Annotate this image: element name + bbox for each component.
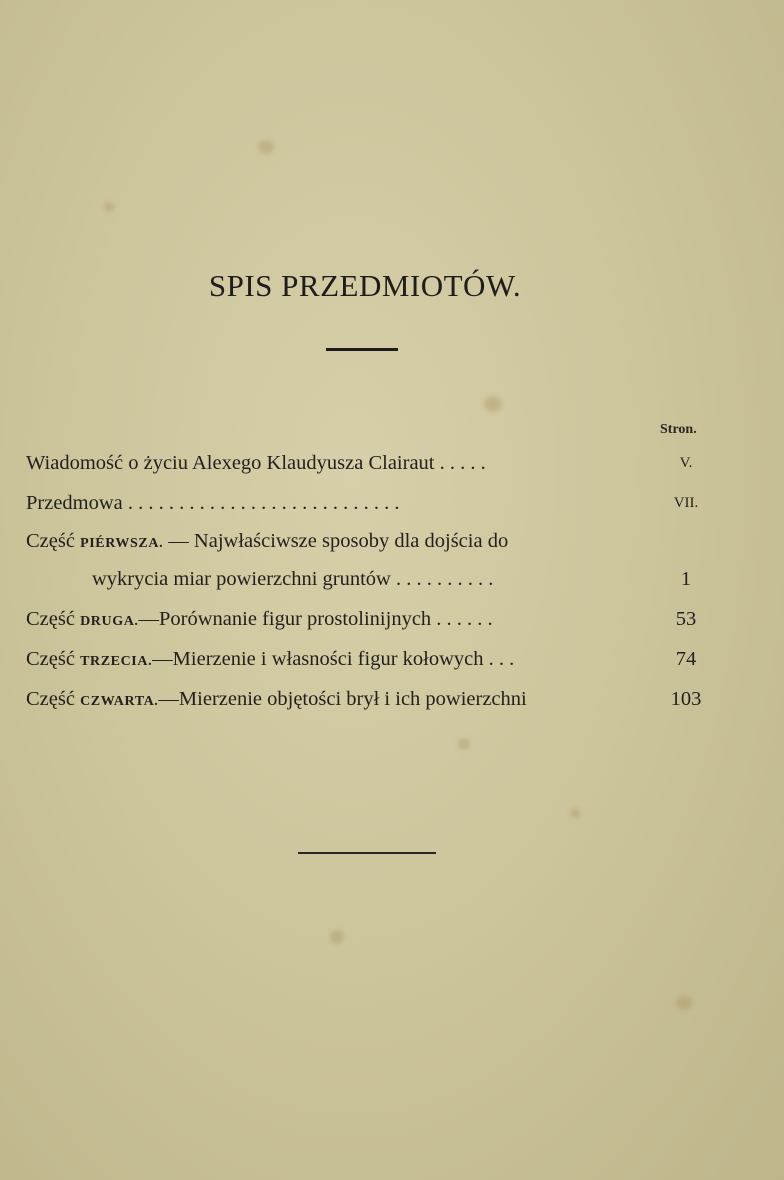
toc-entry (26, 492, 716, 520)
title-rule (326, 348, 398, 351)
toc-entry-label: CZWARTA. (80, 694, 159, 709)
toc-entry (26, 608, 716, 636)
toc-entry-label: DRUGA. (80, 614, 139, 629)
toc-entry-label: PIÉRWSZA. (80, 536, 164, 551)
closing-rule (298, 852, 436, 854)
toc-entry-continuation (26, 568, 716, 596)
toc-entry-page: VII. (673, 495, 699, 511)
toc-entry-title: —Porównanie figur prostolinijnych . . . . . . (138, 608, 493, 630)
page-title: SPIS PRZEDMIOTÓW. (208, 268, 522, 303)
paper-stain (330, 930, 344, 944)
toc-entry-prefix: Część (26, 608, 75, 630)
toc-entry-title: —Mierzenie objętości brył i ich powierzchni (158, 688, 527, 710)
toc-entry (26, 530, 716, 558)
toc-entry-title: —Mierzenie i własności figur kołowych . . . (152, 648, 515, 670)
toc-entry-prefix: Część (26, 648, 75, 670)
toc-entry-page: 1 (680, 568, 692, 590)
paper-stain (484, 396, 502, 412)
toc-entry-text (26, 530, 508, 553)
paper-stain (676, 996, 692, 1010)
toc-entry-prefix: Część (26, 530, 75, 552)
toc-entry-page: V. (679, 455, 693, 471)
toc-entry-text: wykrycia miar powierzchni gruntów . . . . . . . . . . (92, 568, 494, 590)
paper-stain (258, 140, 274, 154)
toc-entry-text (26, 648, 514, 671)
toc-entry-page: 103 (670, 688, 702, 710)
toc-entry-text: Wiadomość o życiu Alexego Klaudyusza Clairaut . . . . . (26, 452, 486, 474)
toc-entry (26, 452, 716, 480)
toc-entry-text (26, 608, 493, 631)
paper-stain (458, 738, 470, 750)
toc-entry-page: 53 (675, 608, 697, 630)
toc-entry-text: Przedmowa . . . . . . . . . . . . . . . . . . . . . . . . . . . (26, 492, 400, 514)
toc-entry-title: — Najwłaściwsze sposoby dla dojścia do (168, 530, 509, 552)
page-column-header: Stron. (660, 422, 697, 437)
toc-entry-text (26, 688, 527, 711)
paper-stain (104, 202, 114, 212)
toc-entry (26, 688, 716, 716)
toc-entry-prefix: Część (26, 688, 75, 710)
toc-entry-page: 74 (675, 648, 697, 670)
paper-stain (570, 808, 580, 818)
toc-entry (26, 648, 716, 676)
toc-entry-label: TRZECIA. (80, 654, 153, 669)
